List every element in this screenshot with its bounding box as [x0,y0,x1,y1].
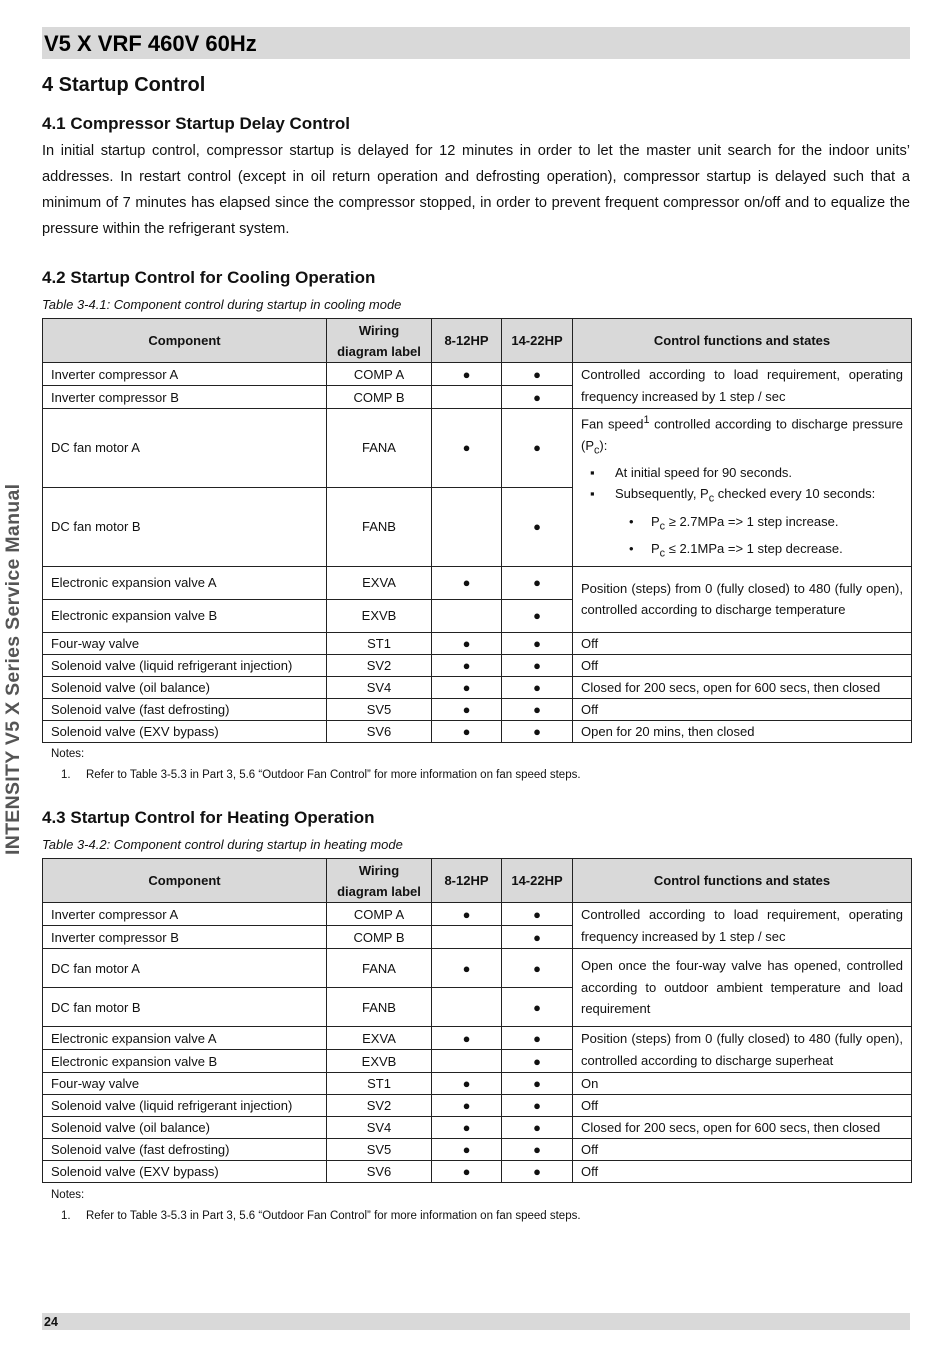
table-header-row [43,319,912,363]
applicability-dot: ● [502,676,573,698]
wiring-label: EXVB [327,1050,432,1073]
wiring-label: FANA [327,949,432,988]
applicability-dot: ● [432,1139,502,1161]
document-title-bar [42,27,910,59]
heating-table-caption: Table 3-4.2: Component control during startup in heating mode [42,837,403,852]
fan-control-list [581,462,903,511]
section-title: 4 Startup Control [42,74,206,96]
component-name: Solenoid valve (EXV bypass) [43,720,327,742]
applicability-dot: ● [432,1117,502,1139]
applicability-dot: ● [432,1161,502,1183]
list-item: ▪ Subsequently, $P_c$ checked every 10 seconds: [581,483,903,510]
subsection-4-1-body: In initial startup control, compressor startup is delayed for 12 minutes in order to let the master unit search for the indoor units’ addresses. In restart control (except in oil return operation and defrosting operation), compressor startup is delayed such that a minimum of 7 minutes has elapsed since the compressor stopped, in order to prevent frequent compressor on/off and to equalize the pressure within the refrigerant system. [42,143,910,237]
table-row [43,1073,912,1095]
component-name: DC fan motor A [43,409,327,488]
table-row [43,409,912,488]
applicability-dot: ● [432,949,502,988]
wiring-label: COMP A [327,363,432,386]
applicability-dot: ● [432,720,502,742]
control-function: Closed for 200 secs, open for 600 secs, then closed [573,676,912,698]
subsection-4-2-title: 4.2 Startup Control for Cooling Operation [42,268,376,287]
footer-bar [42,1313,910,1330]
applicability-dot: ● [432,1073,502,1095]
subsection-4-1-title: 4.1 Compressor Startup Delay Control [42,114,350,133]
wiring-label: SV6 [327,1161,432,1183]
applicability-dot: ● [432,566,502,599]
component-name: Solenoid valve (EXV bypass) [43,1161,327,1183]
applicability-dot: ● [502,988,573,1027]
component-name: Solenoid valve (oil balance) [43,1117,327,1139]
applicability-dot: ● [502,1050,573,1073]
side-manual-label: INTENSITY V5 X Series Service Manual [2,483,24,855]
table-row [43,654,912,676]
applicability-dot: ● [502,720,573,742]
wiring-label: SV4 [327,676,432,698]
cooling-notes-label: Notes: [51,748,85,760]
table-row [43,676,912,698]
header-component: Component [43,319,327,363]
wiring-label: FANB [327,487,432,566]
component-name: Inverter compressor B [43,386,327,409]
applicability-dot: ● [502,409,573,488]
applicability-dot: ● [432,363,502,386]
control-function: Off [573,632,912,654]
wiring-label: EXVB [327,599,432,632]
component-name: DC fan motor B [43,988,327,1027]
cooling-note-item: 1. Refer to Table 3-5.3 in Part 3, 5.6 “Outdoor Fan Control” for more information on fan speed steps. [61,769,581,781]
wiring-label: SV5 [327,698,432,720]
header-wiring-label: Wiring diagram label [327,859,432,903]
component-name: Inverter compressor A [43,903,327,926]
control-function: Off [573,1139,912,1161]
heating-notes-label: Notes: [51,1189,85,1201]
header-control-functions: Control functions and states [573,859,912,903]
cooling-control-table [42,318,912,743]
table-row [43,1161,912,1183]
component-name: Electronic expansion valve B [43,599,327,632]
wiring-label: EXVA [327,1027,432,1050]
component-name: DC fan motor A [43,949,327,988]
component-name: Four-way valve [43,632,327,654]
component-name: Solenoid valve (liquid refrigerant injection) [43,1095,327,1117]
control-function: Off [573,1161,912,1183]
applicability-dot: ● [502,949,573,988]
control-function: Off [573,698,912,720]
wiring-label: FANA [327,409,432,488]
applicability-dot: ● [502,1117,573,1139]
control-function: Closed for 200 secs, open for 600 secs, then closed [573,1117,912,1139]
wiring-label: SV5 [327,1139,432,1161]
header-14-22hp: 14-22HP [502,319,573,363]
control-function: Off [573,654,912,676]
wiring-label: FANB [327,988,432,1027]
applicability-dot: ● [432,698,502,720]
wiring-label: COMP B [327,926,432,949]
table-row [43,1139,912,1161]
wiring-label: SV2 [327,654,432,676]
applicability-dot: ● [502,363,573,386]
applicability-dot: ● [502,487,573,566]
wiring-label: SV2 [327,1095,432,1117]
component-name: Electronic expansion valve B [43,1050,327,1073]
list-item: ▪ At initial speed for 90 seconds. [581,462,903,484]
applicability-dot: ● [502,632,573,654]
wiring-label: SV4 [327,1117,432,1139]
control-function: Controlled according to load requirement, operating frequency increased by 1 step / sec [573,363,912,409]
applicability-empty [432,926,502,949]
component-name: Solenoid valve (fast defrosting) [43,1139,327,1161]
pressure-step-list [581,511,903,565]
table-row [43,903,912,926]
control-function: Controlled according to load requirement, operating frequency increased by 1 step / sec [573,903,912,949]
applicability-empty [432,1050,502,1073]
table-row [43,698,912,720]
wiring-label: EXVA [327,566,432,599]
control-function: On [573,1073,912,1095]
table-row [43,363,912,386]
component-name: Electronic expansion valve A [43,566,327,599]
component-name: DC fan motor B [43,487,327,566]
control-function: Open for 20 mins, then closed [573,720,912,742]
table-header-row [43,859,912,903]
control-function-fan [573,409,912,567]
header-14-22hp: 14-22HP [502,859,573,903]
header-control-functions: Control functions and states [573,319,912,363]
component-name: Four-way valve [43,1073,327,1095]
header-8-12hp: 8-12HP [432,859,502,903]
applicability-empty [432,988,502,1027]
header-8-12hp: 8-12HP [432,319,502,363]
applicability-dot: ● [432,1095,502,1117]
list-item: • $P_c \ge 2.7MPa => 1$ step increase. [581,511,903,538]
applicability-dot: ● [502,1073,573,1095]
component-name: Inverter compressor A [43,363,327,386]
header-wiring-label: Wiring diagram label [327,319,432,363]
table-row [43,1095,912,1117]
applicability-dot: ● [502,1139,573,1161]
applicability-dot: ● [502,698,573,720]
page-number: 24 [44,1315,58,1329]
wiring-label: SV6 [327,720,432,742]
applicability-dot: ● [502,1027,573,1050]
applicability-dot: ● [502,926,573,949]
applicability-dot: ● [432,632,502,654]
applicability-dot: ● [502,1095,573,1117]
table-row [43,1117,912,1139]
applicability-empty [432,386,502,409]
wiring-label: COMP B [327,386,432,409]
wiring-label: ST1 [327,632,432,654]
heating-note-item: 1. Refer to Table 3-5.3 in Part 3, 5.6 “Outdoor Fan Control” for more information on fan speed steps. [61,1210,581,1222]
control-function: Off [573,1095,912,1117]
component-name: Solenoid valve (fast defrosting) [43,698,327,720]
applicability-dot: ● [502,654,573,676]
applicability-dot: ● [502,386,573,409]
subsection-4-3-title: 4.3 Startup Control for Heating Operation [42,808,375,827]
component-name: Electronic expansion valve A [43,1027,327,1050]
applicability-empty [432,599,502,632]
applicability-dot: ● [502,566,573,599]
applicability-dot: ● [432,409,502,488]
heating-control-table [42,858,912,1183]
applicability-dot: ● [432,676,502,698]
component-name: Solenoid valve (oil balance) [43,676,327,698]
table-row [43,1027,912,1050]
applicability-dot: ● [432,903,502,926]
control-function: Position (steps) from 0 (fully closed) to 480 (fully open), controlled according to discharge superheat [573,1027,912,1073]
list-item: • $P_c \le 2.1MPa => 1$ step decrease. [581,538,903,565]
table-row [43,632,912,654]
header-component: Component [43,859,327,903]
table-row [43,720,912,742]
control-function: Position (steps) from 0 (fully closed) to 480 (fully open), controlled according to discharge temperature [573,566,912,632]
applicability-empty [432,487,502,566]
wiring-label: COMP A [327,903,432,926]
control-function: Open once the four-way valve has opened, controlled according to outdoor ambient temperature and load requirement [573,949,912,1027]
component-name: Inverter compressor B [43,926,327,949]
applicability-dot: ● [432,654,502,676]
applicability-dot: ● [432,1027,502,1050]
document-title: V5 X VRF 460V 60Hz [44,31,257,56]
fan-intro: Fan speed$^1$ controlled according to discharge pressure $(P_c)$: [581,414,903,457]
table-row [43,949,912,988]
applicability-dot: ● [502,903,573,926]
applicability-dot: ● [502,1161,573,1183]
cooling-table-caption: Table 3-4.1: Component control during startup in cooling mode [42,297,402,312]
applicability-dot: ● [502,599,573,632]
wiring-label: ST1 [327,1073,432,1095]
table-row [43,566,912,599]
component-name: Solenoid valve (liquid refrigerant injection) [43,654,327,676]
